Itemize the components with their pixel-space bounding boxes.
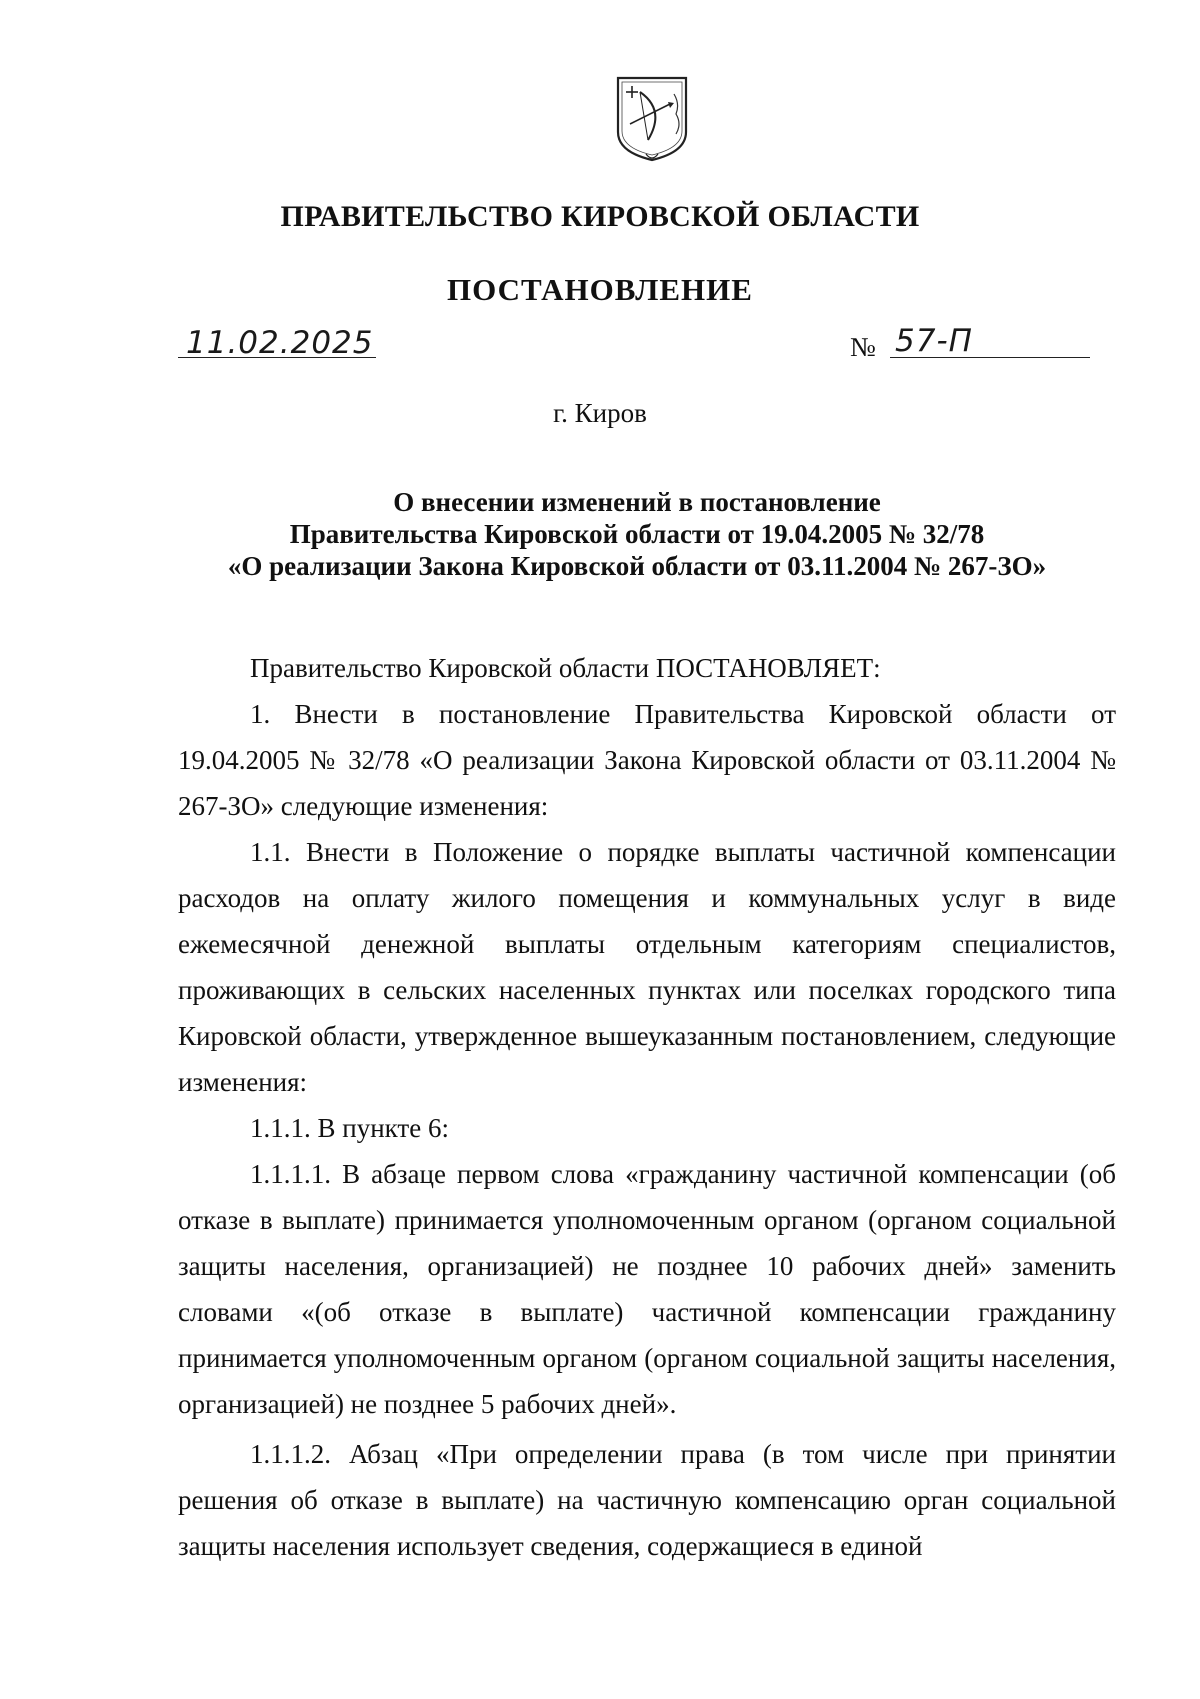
city-label: г. Киров bbox=[553, 398, 647, 428]
handwritten-date: 11.02.2025 bbox=[186, 325, 374, 361]
subject-line: О внесении изменений в постановление bbox=[393, 487, 881, 517]
document-body bbox=[178, 645, 1116, 1569]
handwritten-number: 57-П bbox=[895, 323, 973, 359]
document-subject bbox=[0, 486, 1200, 582]
document-type-title: ПОСТАНОВЛЕНИЕ bbox=[447, 272, 753, 307]
body-paragraph: 1.1.1.2. Абзац «При определении права (в том числе при принятии решения об отказе в выплате) на частичную компенсацию орган социальной защиты населения использует сведения, содержащиеся в единой bbox=[178, 1439, 1116, 1561]
body-paragraph: Правительство Кировской области ПОСТАНОВЛЯЕТ: bbox=[250, 653, 881, 683]
coat-of-arms-icon bbox=[612, 74, 692, 164]
body-paragraph: 1. Внести в постановление Правительства Кировской области от 19.04.2005 № 32/78 «О реализации Закона Кировской области от 03.11.2004 № 267-ЗО» следующие изменения: bbox=[178, 699, 1116, 821]
body-paragraph: 1.1.1.1. В абзаце первом слова «гражданину частичной компенсации (об отказе в выплате) принимается уполномоченным органом (органом социальной защиты населения, организацией) не позднее 10 рабочих дней» заменить словами «(об отказе в выплате) частичной компенсации гражданину принимается уполномоченным органом (органом социальной защиты населения, организацией) не позднее 5 рабочих дней». bbox=[178, 1159, 1116, 1419]
document-date-field bbox=[178, 325, 376, 361]
body-paragraph: 1.1. Внести в Положение о порядке выплаты частичной компенсации расходов на оплату жилого помещения и коммунальных услуг в виде ежемесячной денежной выплаты отдельным категориям специалистов, проживающих в сельских населенных пунктах или поселках городского типа Кировской области, утвержденное вышеуказанным постановлением, следующие изменения: bbox=[178, 837, 1116, 1097]
body-paragraph: 1.1.1. В пункте 6: bbox=[250, 1113, 449, 1143]
government-title: ПРАВИТЕЛЬСТВО КИРОВСКОЙ ОБЛАСТИ bbox=[280, 200, 920, 233]
subject-line: Правительства Кировской области от 19.04.2005 № 32/78 bbox=[289, 519, 985, 549]
subject-line: «О реализации Закона Кировской области от 03.11.2004 № 267-ЗО» bbox=[227, 551, 1047, 581]
number-sign: № bbox=[850, 332, 876, 362]
